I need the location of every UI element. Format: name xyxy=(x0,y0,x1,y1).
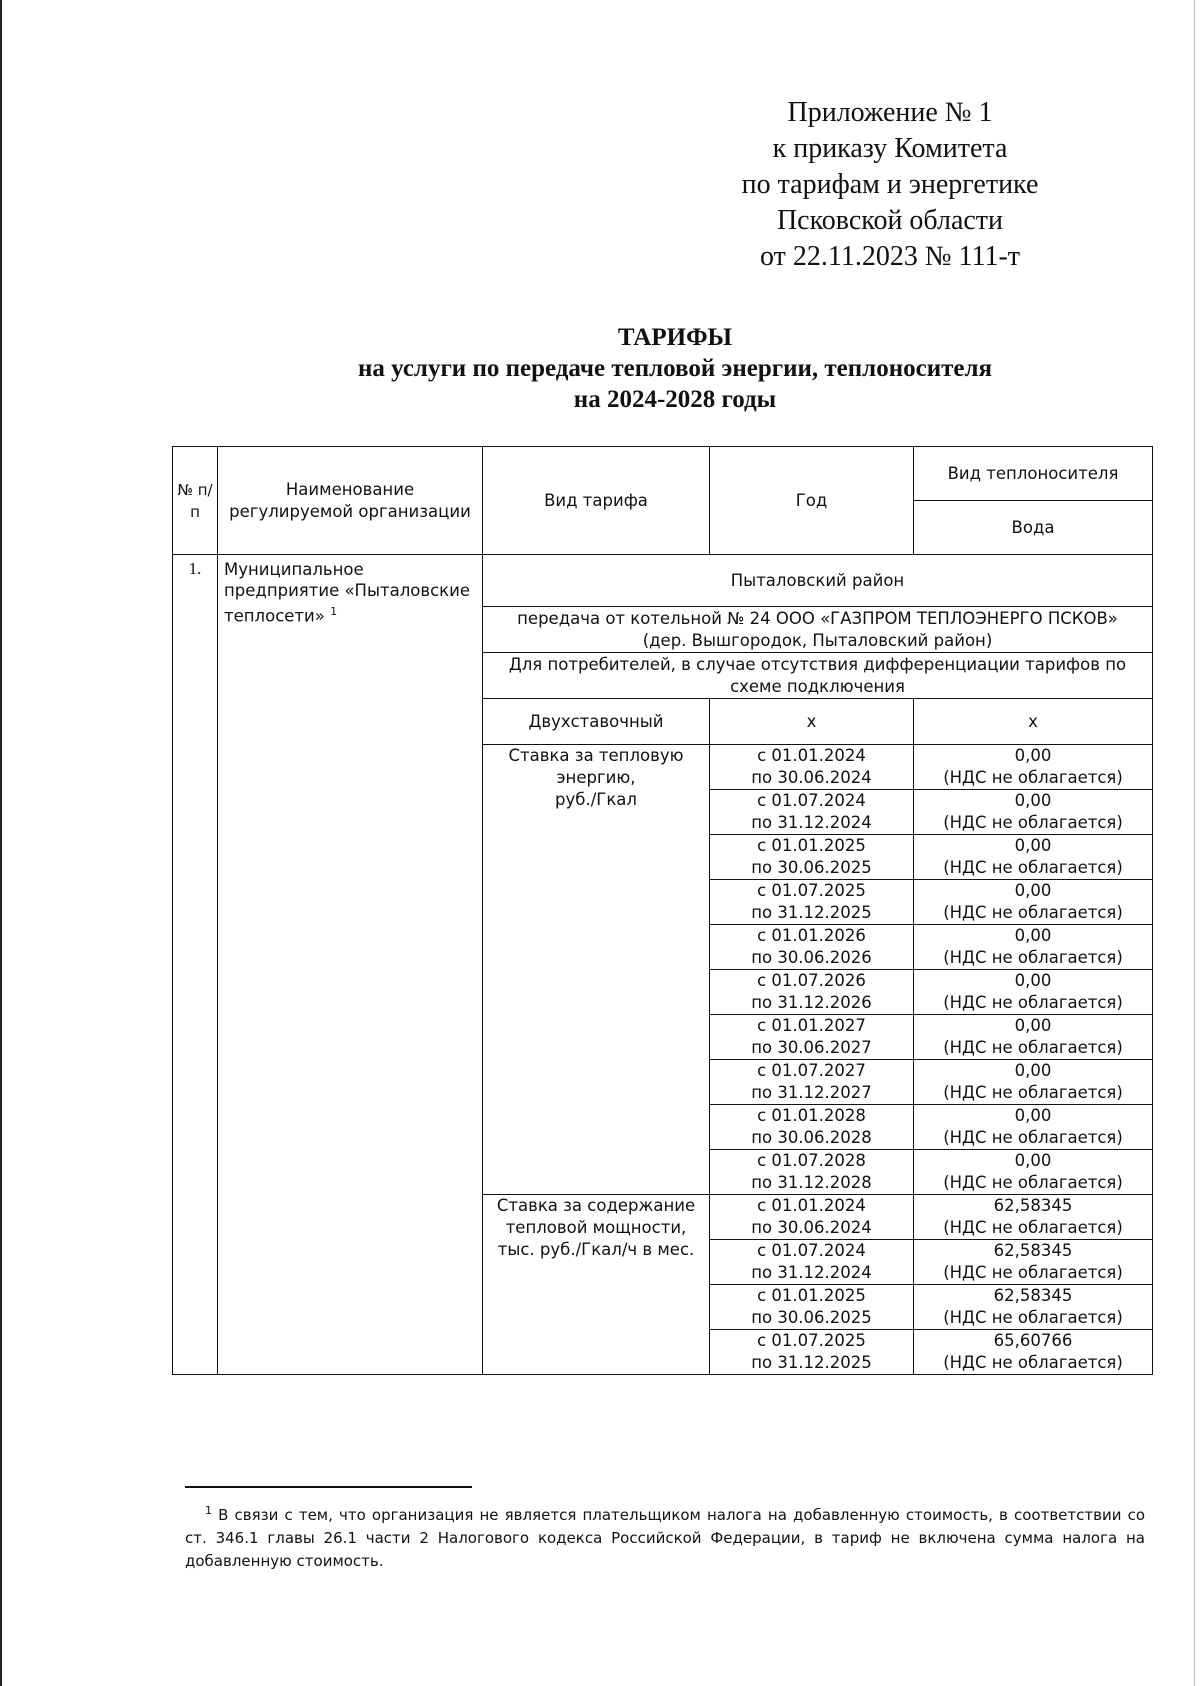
tariff-value: 62,58345 xyxy=(993,1196,1073,1215)
vat-note: (НДС не облагается) xyxy=(943,993,1123,1012)
period-cell xyxy=(710,1060,914,1105)
consumers-cell: Для потребителей, в случае отсутствия дифференциации тарифов по схеме подключения xyxy=(483,653,1153,699)
title-line: ТАРИФЫ xyxy=(617,324,733,351)
period-from: с 01.07.2025 xyxy=(757,881,866,900)
value-cell xyxy=(914,1015,1153,1060)
vat-note: (НДС не облагается) xyxy=(943,903,1123,922)
appendix-line: от 22.11.2023 № 111-т xyxy=(759,241,1021,272)
vat-note: (НДС не облагается) xyxy=(943,948,1123,967)
vat-note: (НДС не облагается) xyxy=(943,1083,1123,1102)
value-cell xyxy=(914,1195,1153,1240)
vat-note: (НДС не облагается) xyxy=(943,1038,1123,1057)
two-part-value: х xyxy=(914,699,1153,745)
vat-note: (НДС не облагается) xyxy=(943,1218,1123,1237)
value-cell xyxy=(914,1285,1153,1330)
period-to: по 30.06.2027 xyxy=(751,1038,872,1057)
period-cell xyxy=(710,1195,914,1240)
period-cell xyxy=(710,880,914,925)
period-from: с 01.07.2028 xyxy=(757,1151,866,1170)
period-cell xyxy=(710,1150,914,1195)
value-cell xyxy=(914,925,1153,970)
value-cell xyxy=(914,835,1153,880)
vat-note: (НДС не облагается) xyxy=(943,1308,1123,1327)
period-cell xyxy=(710,835,914,880)
tariff-value: 0,00 xyxy=(1014,1151,1052,1170)
capacity-rate-label-line: тепловой мощности, xyxy=(505,1218,687,1237)
tariff-value: 0,00 xyxy=(1014,746,1052,765)
value-cell xyxy=(914,1150,1153,1195)
period-cell xyxy=(710,1240,914,1285)
appendix-line: Приложение № 1 xyxy=(787,97,993,128)
period-cell xyxy=(710,970,914,1015)
header-year: Год xyxy=(710,447,914,555)
period-from: с 01.01.2027 xyxy=(757,1016,866,1035)
capacity-rate-label-line: Ставка за содержание xyxy=(496,1196,696,1215)
value-cell xyxy=(914,1060,1153,1105)
header-number: № п/п xyxy=(173,447,218,555)
tariff-value: 62,58345 xyxy=(993,1286,1073,1305)
organization-name: Муниципальное предприятие «Пыталовские теплосети» xyxy=(224,560,470,626)
transfer-line: передача от котельной № 24 ООО «ГАЗПРОМ ТЕПЛОЭНЕРГО ПСКОВ» xyxy=(517,608,1118,628)
header-heat-carrier: Вид теплоносителя xyxy=(914,447,1153,501)
title-line: на услуги по передаче тепловой энергии, теплоносителя xyxy=(357,355,993,382)
header-organization: Наименование регулируемой организации xyxy=(218,447,483,555)
vat-note: (НДС не облагается) xyxy=(943,858,1123,877)
period-from: с 01.01.2025 xyxy=(757,836,866,855)
value-cell xyxy=(914,880,1153,925)
period-from: с 01.07.2027 xyxy=(757,1061,866,1080)
period-from: с 01.01.2024 xyxy=(757,746,866,765)
period-cell xyxy=(710,1105,914,1150)
period-cell xyxy=(710,1330,914,1375)
tariff-value: 0,00 xyxy=(1014,1061,1052,1080)
energy-rate-label-line: энергию, xyxy=(556,768,636,787)
period-from: с 01.01.2025 xyxy=(757,1286,866,1305)
period-to: по 31.12.2026 xyxy=(751,993,872,1012)
footnote xyxy=(185,1499,1145,1573)
transfer-line: (дер. Вышгородок, Пыталовский район) xyxy=(642,630,993,650)
vat-note: (НДС не облагается) xyxy=(943,813,1123,832)
value-cell xyxy=(914,1240,1153,1285)
vat-note: (НДС не облагается) xyxy=(943,1128,1123,1147)
page-edge-right xyxy=(1194,0,1195,1686)
period-cell xyxy=(710,925,914,970)
footnote-separator xyxy=(185,1486,472,1488)
period-to: по 31.12.2027 xyxy=(751,1083,872,1102)
tariff-value: 0,00 xyxy=(1014,1016,1052,1035)
tariffs-table xyxy=(172,446,1153,1375)
period-from: с 01.01.2024 xyxy=(757,1196,866,1215)
period-from: с 01.07.2024 xyxy=(757,791,866,810)
tariff-value: 65,60766 xyxy=(993,1331,1073,1350)
period-to: по 31.12.2028 xyxy=(751,1173,872,1192)
two-part-year: х xyxy=(710,699,914,745)
period-to: по 31.12.2024 xyxy=(751,1263,872,1282)
period-to: по 31.12.2025 xyxy=(751,903,872,922)
title-line: на 2024-2028 годы xyxy=(573,386,777,413)
period-cell xyxy=(710,790,914,835)
two-part-tariff: Двухставочный xyxy=(483,699,710,745)
value-cell xyxy=(914,1330,1153,1375)
energy-rate-label-line: Ставка за тепловую xyxy=(508,746,684,765)
period-cell xyxy=(710,1015,914,1060)
page-edge-left xyxy=(0,0,2,1686)
appendix-header xyxy=(715,95,1065,275)
period-from: с 01.07.2025 xyxy=(757,1331,866,1350)
period-to: по 31.12.2025 xyxy=(751,1353,872,1372)
capacity-rate-label-line: тыс. руб./Гкал/ч в мес. xyxy=(497,1240,695,1259)
tariff-value: 0,00 xyxy=(1014,881,1052,900)
tariff-value: 62,58345 xyxy=(993,1241,1073,1260)
appendix-line: к приказу Комитета xyxy=(772,133,1008,164)
vat-note: (НДС не облагается) xyxy=(943,768,1123,787)
period-to: по 30.06.2024 xyxy=(751,768,872,787)
period-to: по 30.06.2025 xyxy=(751,1308,872,1327)
document-title xyxy=(170,322,1180,415)
period-from: с 01.01.2028 xyxy=(757,1106,866,1125)
period-to: по 30.06.2026 xyxy=(751,948,872,967)
period-to: по 31.12.2024 xyxy=(751,813,872,832)
period-from: с 01.01.2026 xyxy=(757,926,866,945)
organization-cell xyxy=(218,555,483,1375)
value-cell xyxy=(914,970,1153,1015)
footnote-ref: 1 xyxy=(330,605,338,618)
period-to: по 30.06.2025 xyxy=(751,858,872,877)
vat-note: (НДС не облагается) xyxy=(943,1353,1123,1372)
tariff-value: 0,00 xyxy=(1014,1106,1052,1125)
energy-rate-label-line: руб./Гкал xyxy=(555,790,637,809)
row-number: 1. xyxy=(173,555,218,1375)
appendix-line: Псковской области xyxy=(776,205,1004,236)
footnote-text: В связи с тем, что организация не является плательщиком налога на добавленную стоимость, в соответствии со ст. 346.1 главы 26.1 части 2 Налогового кодекса Российской Федерации, в тариф не включена сумма налога на добавленную стоимость. xyxy=(185,1506,1145,1570)
district-cell: Пыталовский район xyxy=(483,555,1153,607)
capacity-rate-label xyxy=(483,1195,710,1375)
period-to: по 30.06.2028 xyxy=(751,1128,872,1147)
period-cell xyxy=(710,1285,914,1330)
tariff-value: 0,00 xyxy=(1014,971,1052,990)
period-cell xyxy=(710,745,914,790)
header-tariff-type: Вид тарифа xyxy=(483,447,710,555)
tariff-value: 0,00 xyxy=(1014,836,1052,855)
value-cell xyxy=(914,790,1153,835)
period-from: с 01.07.2026 xyxy=(757,971,866,990)
vat-note: (НДС не облагается) xyxy=(943,1263,1123,1282)
tariff-value: 0,00 xyxy=(1014,926,1052,945)
value-cell xyxy=(914,1105,1153,1150)
footnote-marker: 1 xyxy=(205,1504,212,1517)
tariff-value: 0,00 xyxy=(1014,791,1052,810)
appendix-line: по тарифам и энергетике xyxy=(741,169,1039,200)
transfer-cell xyxy=(483,607,1153,653)
value-cell xyxy=(914,745,1153,790)
period-from: с 01.07.2024 xyxy=(757,1241,866,1260)
header-water: Вода xyxy=(914,501,1153,555)
energy-rate-label xyxy=(483,745,710,1195)
period-to: по 30.06.2024 xyxy=(751,1218,872,1237)
vat-note: (НДС не облагается) xyxy=(943,1173,1123,1192)
